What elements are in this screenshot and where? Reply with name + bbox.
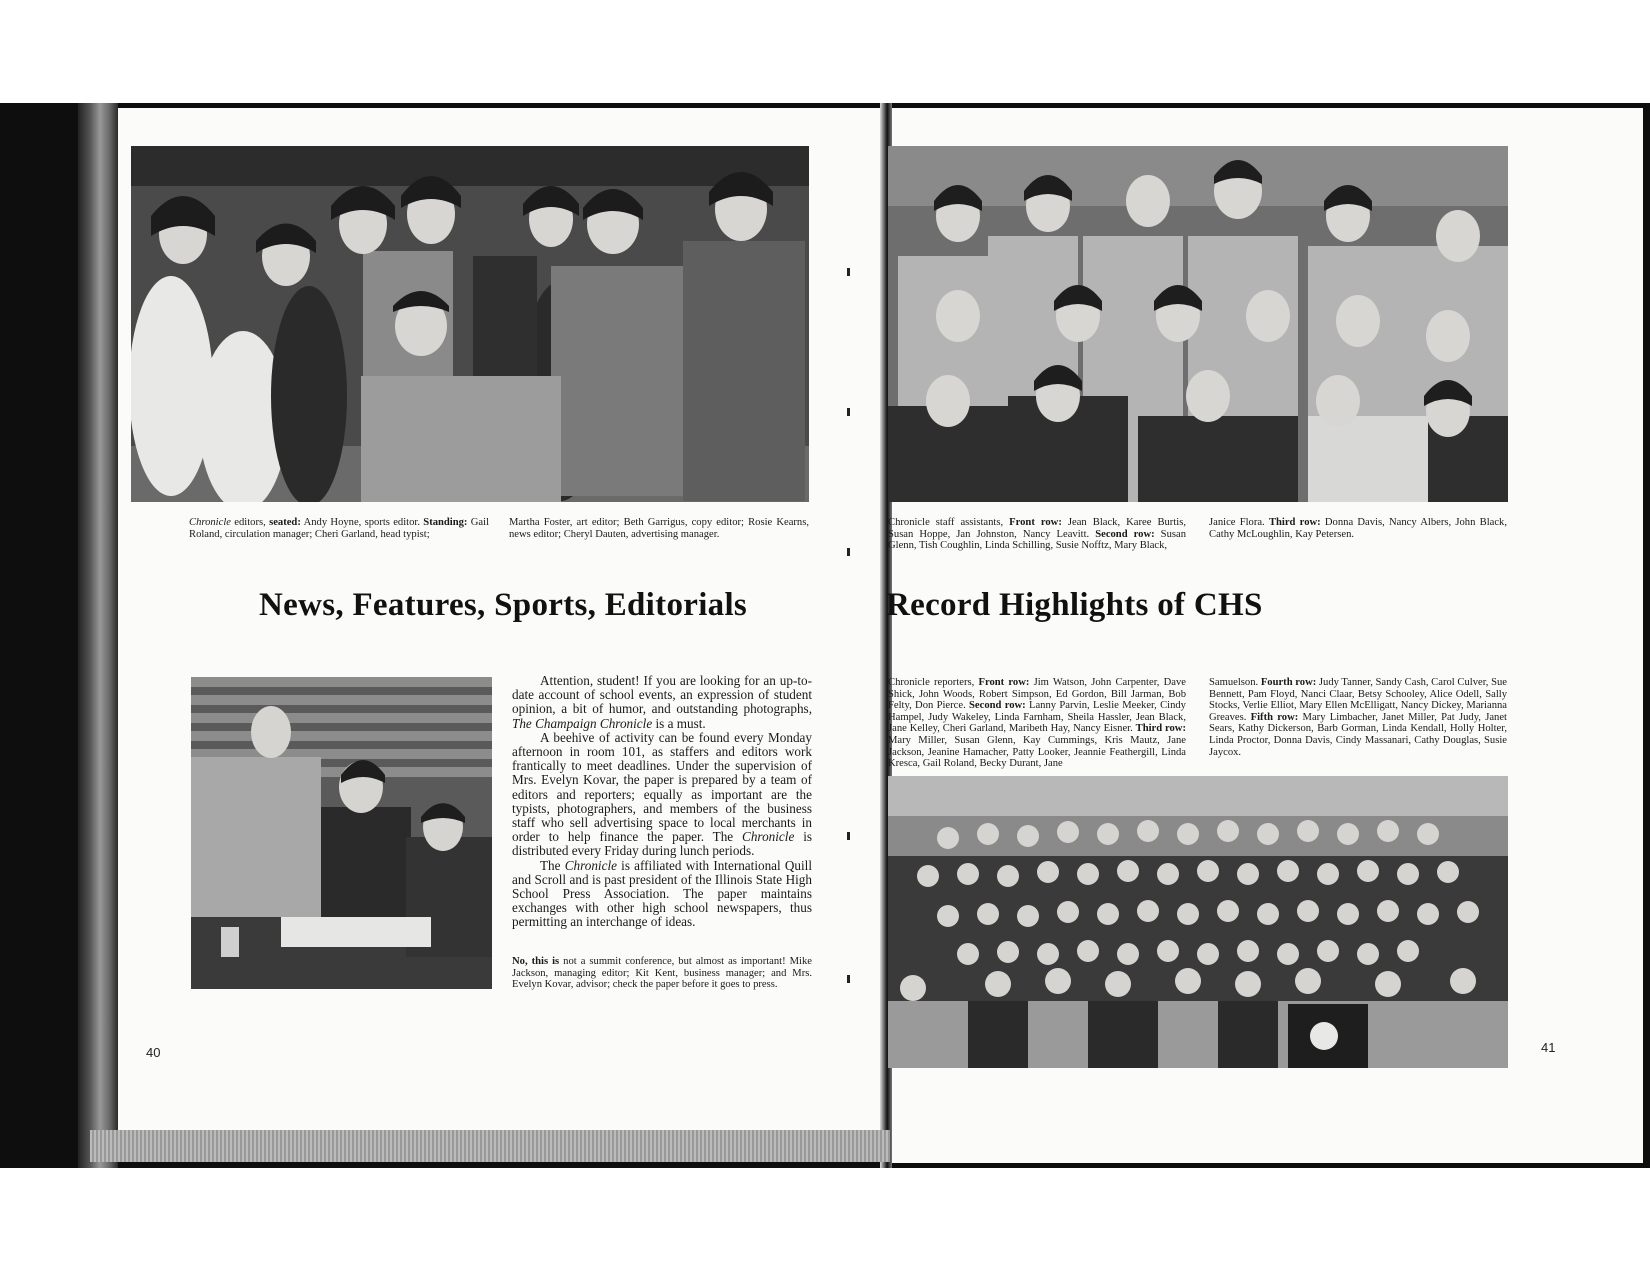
binding-mark	[847, 548, 850, 556]
book-spine	[78, 103, 118, 1168]
reporters-group-photo	[888, 776, 1508, 1068]
article-paragraph-3: The Chronicle is affiliated with International Quill and Scroll and is past president of the Illinois State High School Press Association. The paper maintains exchanges with other high school newspapers, thus permitting an interchange of ideas.	[512, 857, 812, 930]
editors-caption-col2: Martha Foster, art editor; Beth Garrigus, copy editor; Rosie Kearns, news editor; Cheryl Dauten, advertising manager.	[509, 517, 809, 540]
right-headline: Record Highlights of CHS	[886, 587, 1263, 623]
left-headline: News, Features, Sports, Editorials	[259, 587, 748, 623]
article-paragraph-2: A beehive of activity can be found every Monday afternoon in room 101, as staffers and editors work frantically to meet deadlines. Under the supervision of Mrs. Evelyn Kovar, the paper is prepared by a team of editors and reporters; equally as important are the typists, photographers, and members of the business staff who sell advertising space to local merchants in order to help finance the paper. The Chronicle is distributed every Friday during lunch periods.	[512, 729, 812, 859]
editors-meeting-photo	[191, 677, 492, 989]
binding-mark	[847, 268, 850, 276]
page-number-left: 40	[146, 1045, 161, 1060]
editors-caption-col1: Chronicle editors, seated: Andy Hoyne, sports editor. Standing: Gail Roland, circulation manager; Cheri Garland, head typist;	[189, 517, 490, 540]
article-paragraph-1: Attention, student! If you are looking for an up-to-date account of school events, an expression of student opinion, a bit of humor, and outstanding photographs, The Champaign Chronicle is a must.	[512, 673, 812, 731]
reporters-caption-col2: Samuelson. Fourth row: Judy Tanner, Sandy Cash, Carol Culver, Sue Bennett, Pam Floyd, Nanci Claar, Betsy Schooley, Alice Odell, Sally Stocks, Verlie Elliot, Mary Ellen McElligatt, Nancy Dickey, Marianna Greaves. Fifth row: Mary Limbacher, Janet Miller, Pat Judy, Janet Sears, Kathy Dickerson, Barb Gorman, Linda Kendall, Holly Holter, Linda Proctor, Donna Davis, Cindy Massanari, Cathy Douglas, Susie Jaycox.	[1209, 677, 1507, 758]
staff-assistants-photo	[888, 146, 1508, 502]
caption-italic: Chronicle	[189, 517, 231, 528]
staff-caption-col1: Chronicle staff assistants, Front row: Jean Black, Karee Burtis, Susan Hoppe, Jan Johnston, Nancy Leavitt. Second row: Susan Glenn, Tish Coughlin, Linda Schilling, Susie Nofftz, Mary Black,	[888, 517, 1186, 552]
reporters-caption-col1: Chronicle reporters, Front row: Jim Watson, John Carpenter, Dave Shick, John Woods, Robert Simpson, Ed Gordon, Bill Jarman, Bob Felty, Don Pierce. Second row: Lanny Parvin, Leslie Meeker, Cindy Hampel, Judy Wakeley, Linda Farnham, Sheila Hassler, Jean Black, Jane Kelley, Cheri Garland, Maribeth Hay, Nancy Eisner. Third row: Mary Miller, Susan Glenn, Kay Cummings, Kris Mautz, Jane Jackson, Jeanine Hamacher, Patty Looker, Jeannie Feathergill, Linda Kresca, Gail Roland, Becky Durant, Jane	[888, 677, 1186, 770]
editors-group-photo	[131, 146, 809, 502]
page-edge	[90, 1130, 890, 1162]
binding-mark	[847, 832, 850, 840]
article-body	[512, 674, 812, 930]
binding-mark	[847, 975, 850, 983]
staff-caption-col2: Janice Flora. Third row: Donna Davis, Nancy Albers, John Black, Cathy McLoughlin, Kay Petersen.	[1209, 517, 1507, 540]
meeting-caption: No, this is not a summit conference, but almost as important! Mike Jackson, managing editor; Kit Kent, business manager; and Mrs. Evelyn Kovar, advisor; check the paper before it goes to press.	[512, 956, 812, 991]
binding-mark	[847, 408, 850, 416]
page-number-right: 41	[1541, 1040, 1556, 1055]
